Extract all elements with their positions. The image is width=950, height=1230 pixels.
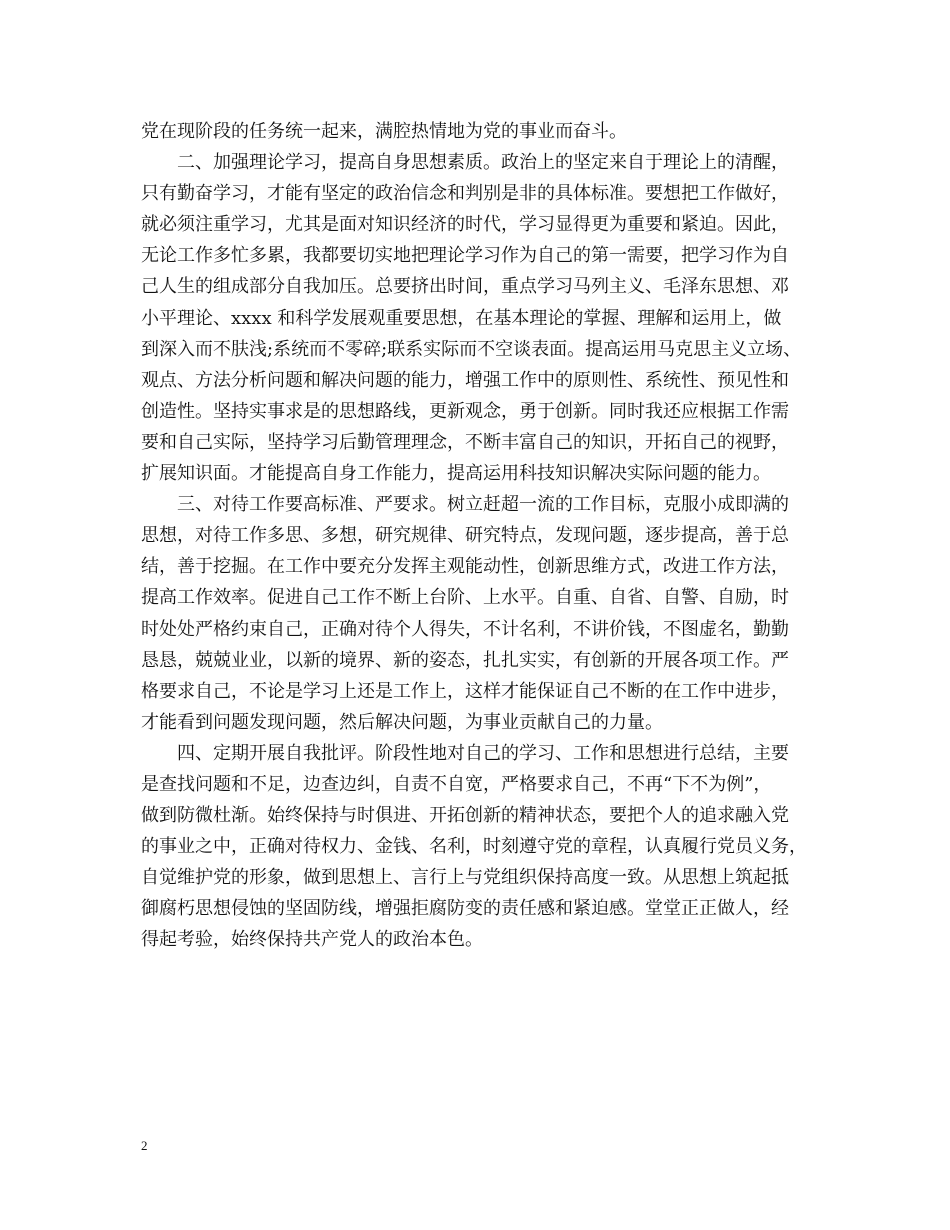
- text-line: 自觉维护党的形象，做到思想上、言行上与党组织保持高度一致。从思想上筑起抵: [141, 867, 789, 889]
- text-line: 观点、方法分析问题和解决问题的能力，增强工作中的原则性、系统性、预见性和: [141, 369, 789, 391]
- text-line: 己人生的组成部分自我加压。总要挤出时间，重点学习马列主义、毛泽东思想、邓: [141, 276, 789, 298]
- text-line: 要和自己实际，坚持学习后勤管理理念，不断丰富自己的知识，开拓自己的视野，: [141, 431, 789, 453]
- text-line: 才能看到问题发现问题，然后解决问题，为事业贡献自己的力量。: [141, 711, 663, 733]
- text-line: 恳恳，兢兢业业，以新的境界、新的姿态，扎扎实实，有创新的开展各项工作。严: [141, 649, 789, 671]
- text-line: 做到防微杜渐。始终保持与时俱进、开拓创新的精神状态，要把个人的追求融入党: [141, 805, 789, 827]
- text-line: 得起考验，始终保持共产党人的政治本色。: [141, 929, 483, 951]
- text-line: 是查找问题和不足，边查边纠，自责不自宽，严格要求自己，不再“下不为例”，: [141, 773, 772, 795]
- text-line: 就必须注重学习，尤其是面对知识经济的时代，学习显得更为重要和紧迫。因此，: [141, 214, 789, 236]
- document-body: [141, 116, 821, 956]
- text-line: 小平理论、xxxx 和科学发展观重要思想，在基本理论的掌握、理解和运用上，做: [141, 307, 782, 329]
- text-line: 无论工作多忙多累，我都要切实地把理论学习作为自己的第一需要，把学习作为自: [141, 245, 789, 267]
- paragraph: [141, 147, 821, 489]
- text-line: 提高工作效率。促进自己工作不断上台阶、上水平。自重、自省、自警、自励，时: [141, 587, 789, 609]
- text-line: 党在现阶段的任务统一起来，满腔热情地为党的事业而奋斗。: [141, 121, 627, 142]
- paragraph: [141, 738, 821, 956]
- text-line: 到深入而不肤浅;系统而不零碎;联系实际而不空谈表面。提高运用马克思主义立场、: [141, 338, 802, 360]
- text-line: 格要求自己，不论是学习上还是工作上，这样才能保证自己不断的在工作中进步，: [141, 680, 789, 702]
- text-line: 二、加强理论学习，提高自身思想素质。政治上的坚定来自于理论上的清醒，: [177, 152, 789, 174]
- paragraph: [141, 489, 821, 738]
- text-line: 御腐朽思想侵蚀的坚固防线，增强拒腐防变的责任感和紧迫感。堂堂正正做人，经: [141, 898, 789, 920]
- text-line: 结，善于挖掘。在工作中要充分发挥主观能动性，创新思维方式，改进工作方法，: [141, 556, 789, 578]
- text-line: 的事业之中，正确对待权力、金钱、名利，时刻遵守党的章程，认真履行党员义务，: [141, 836, 807, 858]
- text-line: 三、对待工作要高标准、严要求。树立赶超一流的工作目标，克服小成即满的: [177, 494, 789, 516]
- text-line: 创造性。坚持实事求是的思想路线，更新观念，勇于创新。同时我还应根据工作需: [141, 400, 789, 422]
- text-line: 时处处严格约束自己，正确对待个人得失，不计名利，不讲价钱，不图虚名，勤勤: [141, 618, 789, 640]
- paragraph: [141, 116, 821, 147]
- page-number: 2: [141, 1138, 148, 1153]
- text-line: 扩展知识面。才能提高自身工作能力，提高运用科技知识解决实际问题的能力。: [141, 463, 771, 485]
- text-line: 思想，对待工作多思、多想，研究规律、研究特点，发现问题，逐步提高，善于总: [141, 525, 789, 547]
- text-line: 只有勤奋学习，才能有坚定的政治信念和判别是非的具体标准。要想把工作做好，: [141, 183, 789, 205]
- text-line: 四、定期开展自我批评。阶段性地对自己的学习、工作和思想进行总结，主要: [177, 742, 789, 764]
